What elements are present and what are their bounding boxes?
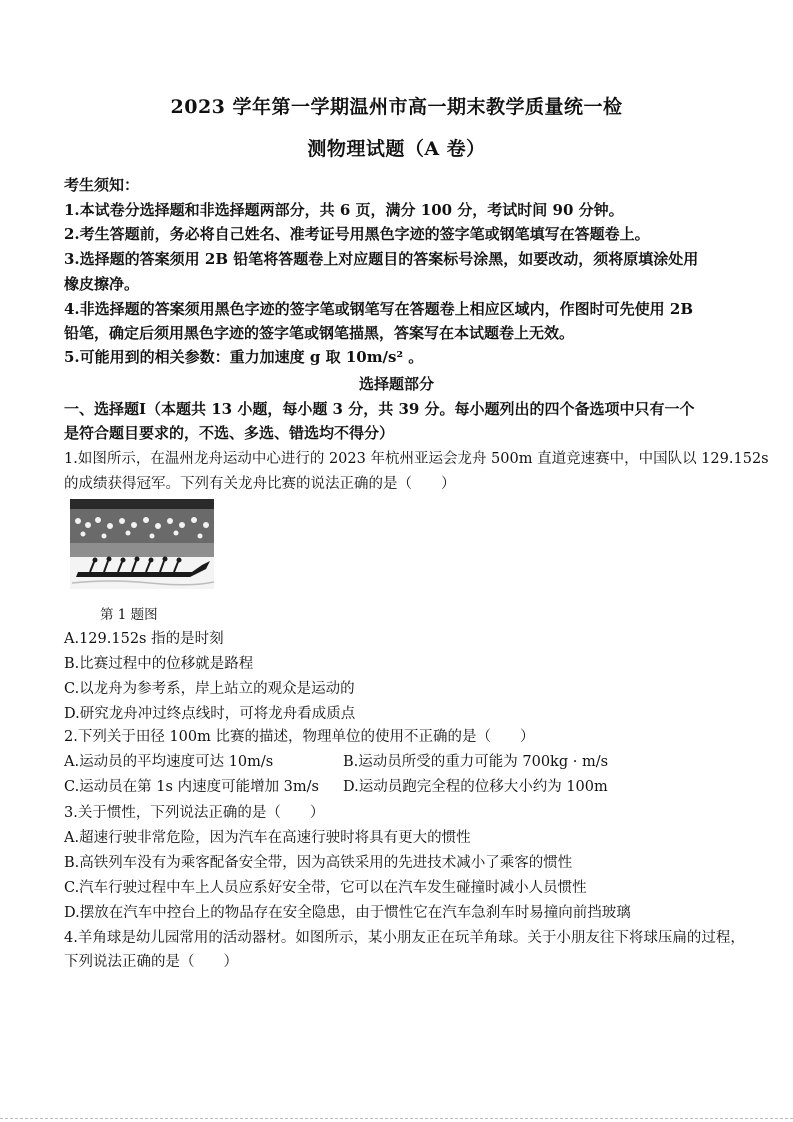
q3-option: D.摆放在汽车中控台上的物品存在安全隐患，由于惯性它在汽车急刹车时易撞向前挡玻璃 [64, 905, 631, 921]
notice-item: 1.本试卷分选择题和非选择题两部分，共 6 页，满分 100 分，考试时间 90 分钟。 [64, 201, 624, 219]
q2-stem: 2.下列关于田径 100m 比赛的描述，物理单位的使用不正确的是（ ） [64, 729, 535, 745]
q2-option: A.运动员的平均速度可达 10m/s [64, 754, 274, 770]
dragon-boat-photo [70, 499, 214, 589]
q3-option: C.汽车行驶过程中车上人员应系好安全带，它可以在汽车发生碰撞时减小人员惯性 [64, 880, 587, 896]
figure-caption: 第 1 题图 [100, 607, 158, 623]
q1-stem-line2: 的成绩获得冠军。下列有关龙舟比赛的说法正确的是（ ） [64, 476, 456, 492]
q1-option: D.研究龙舟冲过终点线时，可将龙舟看成质点 [64, 706, 356, 722]
notice-heading: 考生须知： [64, 176, 140, 194]
q1-option: A.129.152s 指的是时刻 [64, 631, 224, 647]
notice-item: 铅笔，确定后须用黑色字迹的签字笔或钢笔描黑，答案写在本试题卷上无效。 [64, 324, 575, 342]
q2-option: B.运动员所受的重力可能为 700kg · m/s [343, 754, 609, 770]
q3-stem: 3.关于惯性，下列说法正确的是（ ） [64, 805, 325, 821]
exam-title-line1: 2023 学年第一学期温州市高一期末教学质量统一检 [170, 96, 623, 118]
section-title: 选择题部分 [358, 375, 434, 393]
notice-item: 3.选择题的答案须用 2B 铅笔将答题卷上对应题目的答案标号涂黑，如要改动，须将原填涂处用 [64, 250, 699, 268]
section-heading-line2: 是符合题目要求的，不选、多选、错选均不得分） [64, 424, 395, 442]
q4-stem-line1: 4.羊角球是幼儿园常用的活动器材。如图所示，某小朋友正在玩羊角球。关于小朋友往下将球压扁的过程， [64, 930, 745, 946]
q4-stem-line2: 下列说法正确的是（ ） [64, 954, 238, 970]
notice-item: 2.考生答题前，务必将自己姓名、准考证号用黑色字迹的签字笔或钢笔填写在答题卷上。 [64, 225, 650, 243]
section-heading-line1: 一、选择题Ⅰ（本题共 13 小题，每小题 3 分，共 39 分。每小题列出的四个备选项中只有一个 [64, 400, 695, 418]
q1-option: C.以龙舟为参考系，岸上站立的观众是运动的 [64, 681, 355, 697]
notice-item: 5.可能用到的相关参数：重力加速度 g 取 10m/s² 。 [64, 348, 424, 366]
notice-item: 4.非选择题的答案须用黑色字迹的签字笔或钢笔写在答题卷上相应区域内，作图时可先使用 2B [64, 300, 694, 318]
q1-stem-line1: 1.如图所示，在温州龙舟运动中心进行的 2023 年杭州亚运会龙舟 500m 直道竞速赛中，中国队以 129.152s [64, 451, 769, 467]
q1-option: B.比赛过程中的位移就是路程 [64, 656, 254, 672]
q3-option: B.高铁列车没有为乘客配备安全带，因为高铁采用的先进技术减小了乘客的惯性 [64, 855, 573, 871]
notice-item: 橡皮擦净。 [64, 275, 140, 293]
q2-option: D.运动员跑完全程的位移大小约为 100m [343, 779, 608, 795]
q2-option: C.运动员在第 1s 内速度可能增加 3m/s [64, 779, 319, 795]
exam-title-line2: 测物理试题（A 卷） [307, 138, 486, 160]
q3-option: A.超速行驶非常危险，因为汽车在高速行驶时将具有更大的惯性 [64, 830, 471, 846]
page-bottom-rule [0, 1118, 793, 1120]
